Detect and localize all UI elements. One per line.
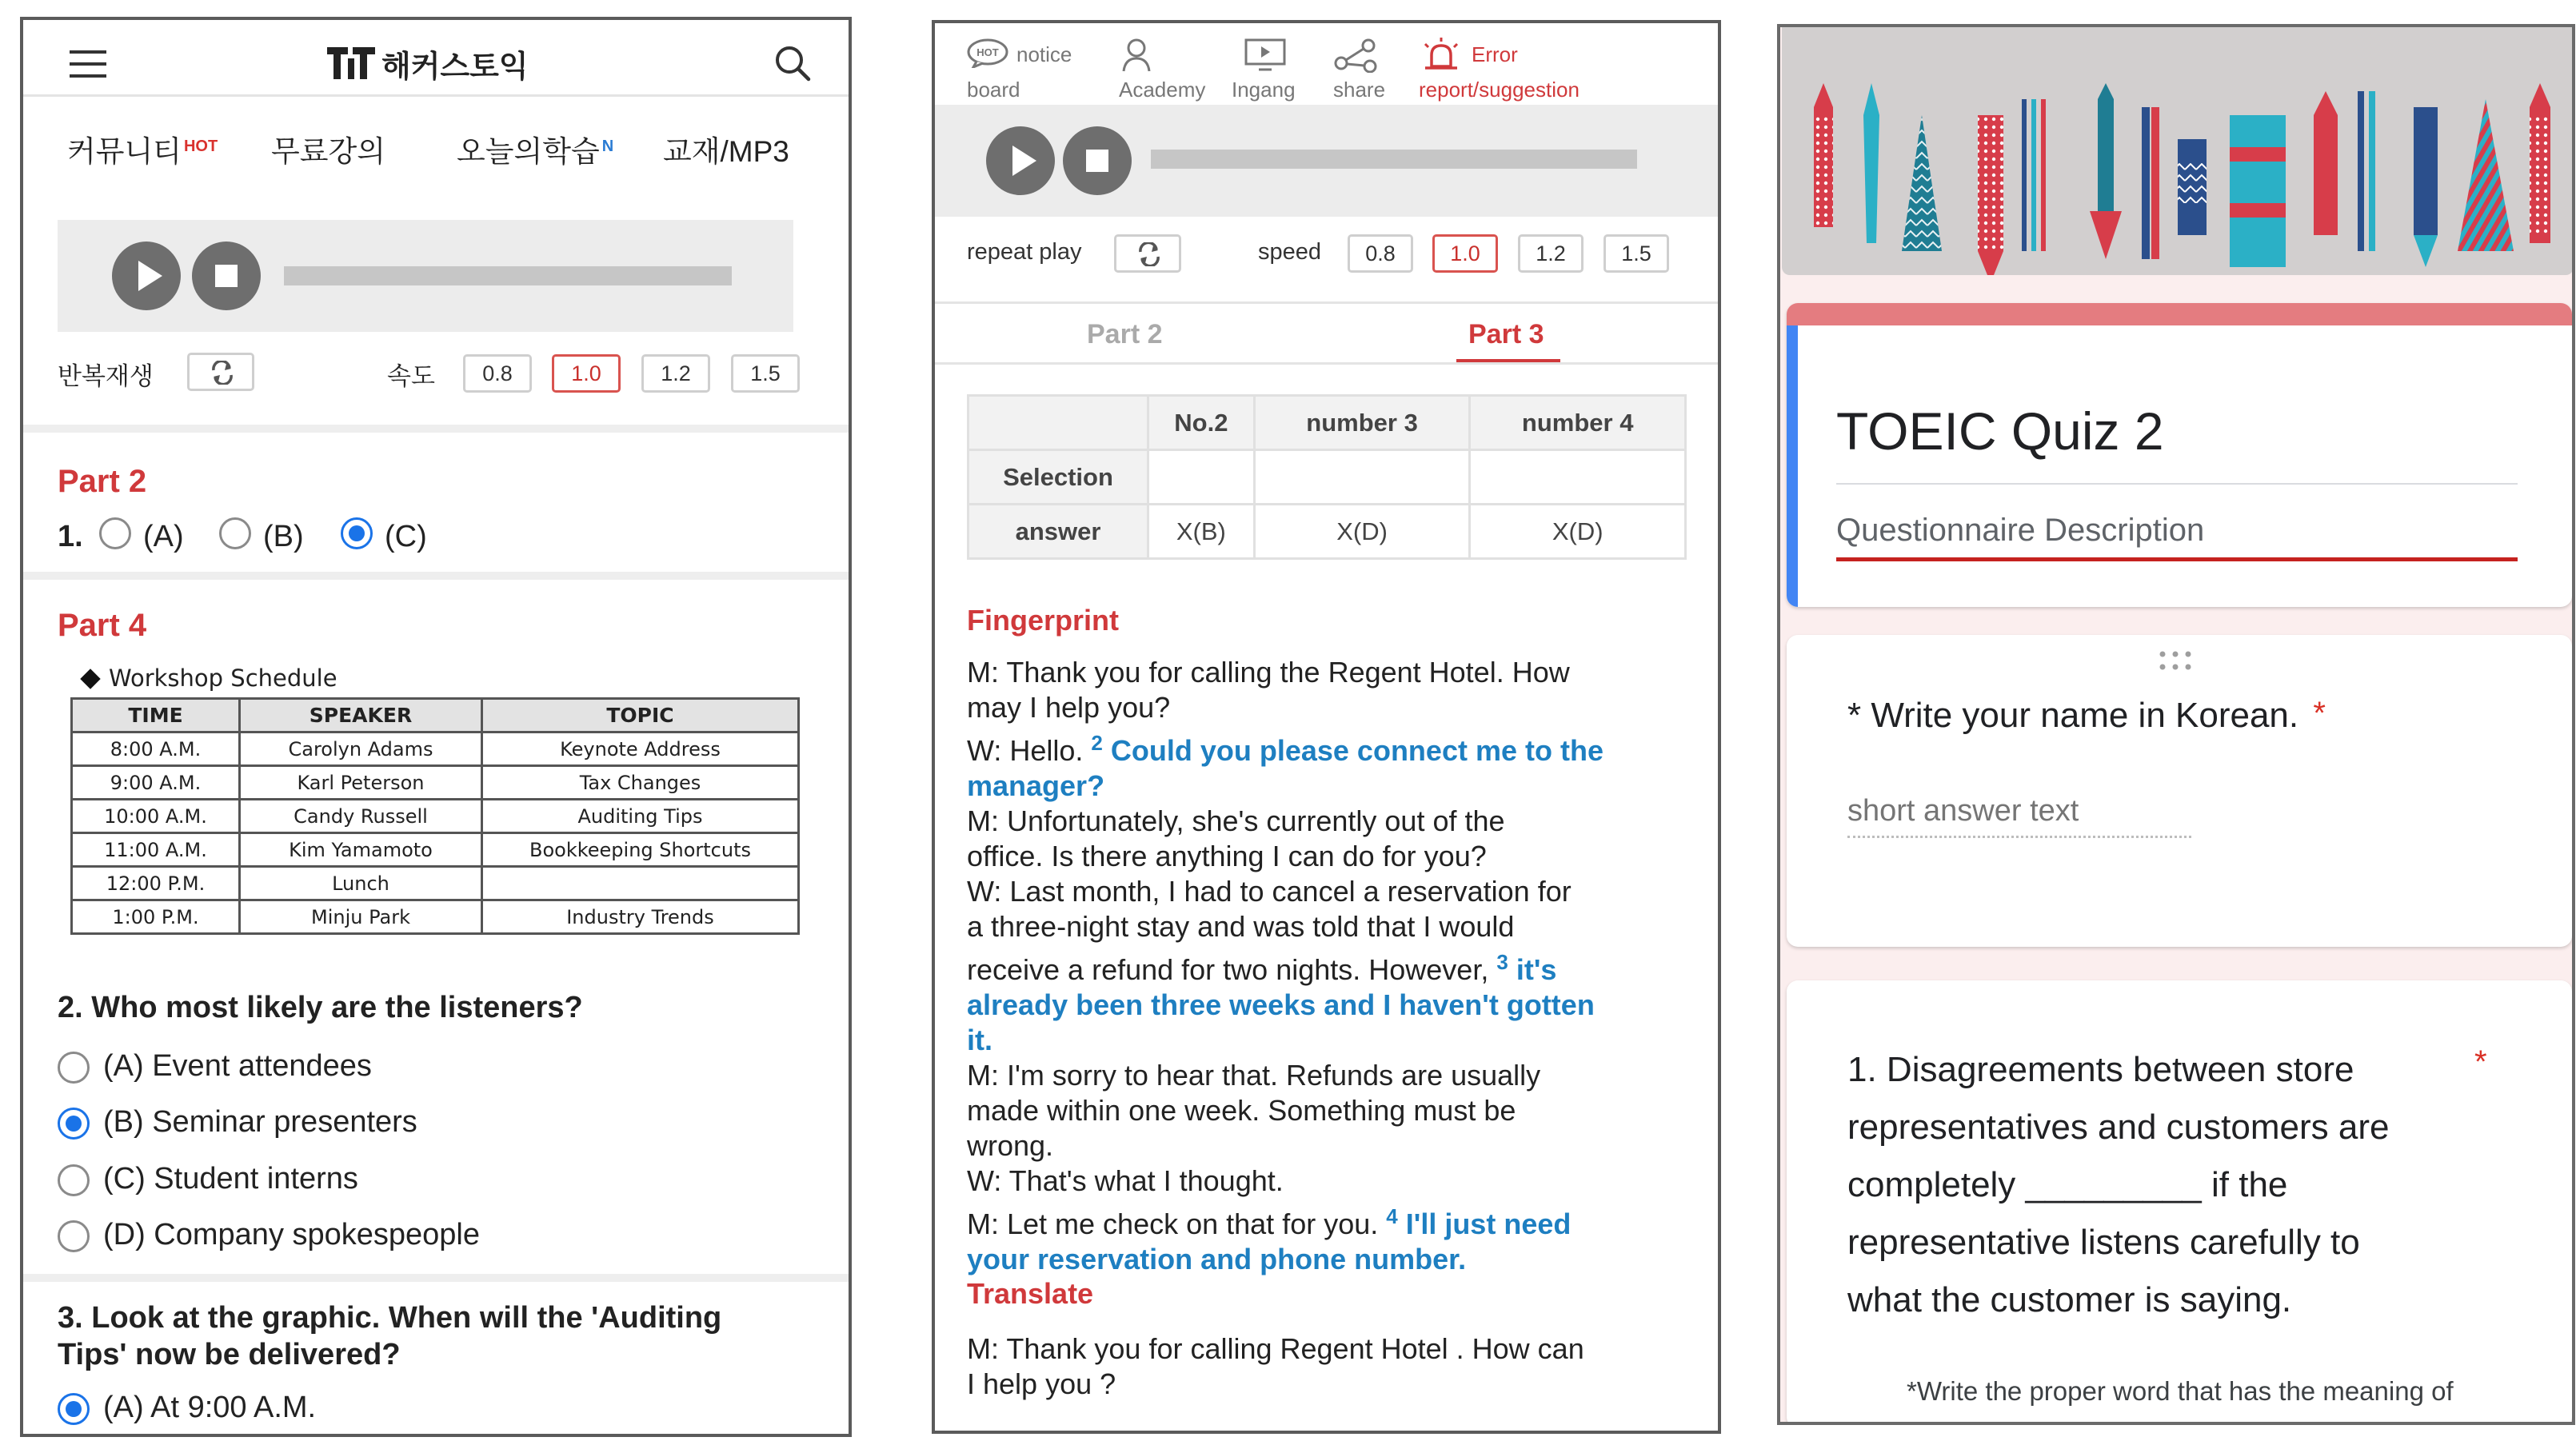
repeat-label: 반복재생 <box>58 362 154 390</box>
search-icon[interactable] <box>773 44 812 82</box>
dialog-line: M: Thank you for calling the Regent Hotel. How <box>967 656 1570 689</box>
nav-item-community[interactable] <box>67 127 218 170</box>
answer-highlight: already been three weeks and I haven't gotten <box>967 988 1595 1021</box>
q3-option-a-label: (A) At 9:00 A.M. <box>103 1391 317 1424</box>
table-cell: Karl Peterson <box>240 766 482 800</box>
table-header-row <box>968 396 1686 450</box>
speed-1-2-button[interactable]: 1.2 <box>641 354 710 393</box>
q3-option-a-radio[interactable] <box>58 1393 90 1425</box>
form-title-card <box>1787 303 2572 607</box>
table-header-row <box>72 699 799 732</box>
svg-text:HOT: HOT <box>976 46 999 58</box>
nav-label: 무료강의 <box>271 135 385 168</box>
table-cell: 8:00 A.M. <box>72 732 240 766</box>
q2-option-d-radio[interactable] <box>58 1220 90 1252</box>
fingerprint-title: Fingerprint <box>967 604 1119 637</box>
required-asterisk: * <box>2313 696 2326 731</box>
table-cell: Keynote Address <box>482 732 799 766</box>
speed-label: 속도 <box>387 362 435 390</box>
short-answer-input[interactable] <box>1847 787 2191 838</box>
speed-label: speed <box>1258 239 1322 265</box>
table-row <box>968 450 1686 505</box>
nav-item-today-study[interactable] <box>457 127 613 170</box>
dialog-line <box>967 725 1703 768</box>
table-header-cell: SPEAKER <box>240 699 482 732</box>
question-label <box>1847 696 2326 736</box>
form-title-underline <box>1836 483 2518 485</box>
form-header-banner <box>1782 27 2574 275</box>
monitor-icon <box>1244 38 1286 73</box>
stop-button[interactable] <box>1063 126 1132 195</box>
q2-option-b-radio[interactable] <box>58 1108 90 1140</box>
table-header-cell: TIME <box>72 699 240 732</box>
dialog-line <box>967 1199 1703 1242</box>
tab-part2[interactable]: Part 2 <box>1087 319 1163 349</box>
table-header-cell: number 3 <box>1254 396 1470 450</box>
dialog-line: W: That's what I thought. <box>967 1164 1284 1197</box>
dialog-line: wrong. <box>967 1129 1054 1162</box>
question-line: representative listens carefully to <box>1847 1223 2360 1262</box>
nav-label: 커뮤니티 <box>67 135 182 168</box>
dialog-line: may I help you? <box>967 691 1171 724</box>
dialog-line: made within one week. Something must be <box>967 1094 1516 1127</box>
table-cell: 11:00 A.M. <box>72 833 240 867</box>
toolbar-label: notice <box>1016 42 1072 66</box>
repeat-icon <box>1136 242 1163 266</box>
speed-0-8-button[interactable]: 0.8 <box>1348 234 1413 273</box>
table-cell: Lunch <box>240 867 482 900</box>
section-divider <box>23 572 849 580</box>
required-asterisk: * <box>2474 1044 2487 1080</box>
toolbar-label: report/suggestion <box>1419 78 1580 102</box>
dialog-line: a three-night stay and was told that I would <box>967 910 1515 943</box>
toolbar-ingang[interactable] <box>1232 38 1320 102</box>
form-header-accent <box>1787 303 2572 325</box>
part2-option-a-radio[interactable] <box>99 517 131 549</box>
progress-track[interactable] <box>1151 150 1637 169</box>
nav-label: 교재/MP3 <box>663 135 789 168</box>
listening-detail-panel <box>932 20 1721 1434</box>
play-icon <box>138 261 162 291</box>
toolbar-label: share <box>1333 78 1386 102</box>
q2-option-b-label: (B) Seminar presenters <box>103 1105 417 1139</box>
part2-option-c-label: (C) <box>385 520 427 553</box>
table-row-header: Selection <box>968 450 1148 505</box>
answer-cell: X(B) <box>1148 505 1255 559</box>
app-logo[interactable] <box>327 39 529 87</box>
table-cell: Bookkeeping Shortcuts <box>482 833 799 867</box>
answer-highlight: manager? <box>967 769 1105 802</box>
repeat-button[interactable] <box>187 353 254 391</box>
speaker-text: W: Hello. <box>967 734 1084 767</box>
speed-1-5-button[interactable]: 1.5 <box>1604 234 1669 273</box>
section-divider <box>935 301 1718 304</box>
form-description[interactable]: Questionnaire Description <box>1836 513 2205 548</box>
toolbar-label: Ingang <box>1232 78 1296 102</box>
translate-text <box>967 1331 1703 1402</box>
speed-1-0-button[interactable]: 1.0 <box>552 354 621 393</box>
translate-title: Translate <box>967 1277 1094 1310</box>
selection-cell[interactable] <box>1470 450 1686 505</box>
table-row <box>968 505 1686 559</box>
play-button[interactable] <box>112 242 181 310</box>
q2-option-a-label: (A) Event attendees <box>103 1049 372 1083</box>
table-cell: Kim Yamamoto <box>240 833 482 867</box>
table-row <box>72 900 799 934</box>
translate-line: I help you ? <box>967 1367 1116 1400</box>
answer-cell: X(D) <box>1254 505 1470 559</box>
stop-button[interactable] <box>192 242 261 310</box>
question-3-text-line2: Tips' now be delivered? <box>58 1338 401 1371</box>
table-cell: Auditing Tips <box>482 800 799 833</box>
q2-option-c-label: (C) Student interns <box>103 1162 358 1196</box>
question-label-text: * Write your name in Korean. <box>1847 696 2299 735</box>
hamburger-menu-icon[interactable] <box>70 49 108 81</box>
part2-option-c-radio[interactable] <box>341 517 373 549</box>
question-number-marker: 4 <box>1386 1204 1398 1228</box>
hot-badge: HOT <box>183 137 218 155</box>
form-title[interactable]: TOEIC Quiz 2 <box>1836 401 2164 461</box>
part4-title: Part 4 <box>58 608 147 643</box>
question-number-marker: 2 <box>1091 731 1103 755</box>
answer-highlight: it. <box>967 1024 992 1056</box>
hackers-toeic-app-panel <box>20 17 852 1437</box>
q2-option-a-radio[interactable] <box>58 1052 90 1084</box>
nav-label: 오늘의학습 <box>457 135 600 168</box>
toolbar-notice-board[interactable] <box>967 38 1095 102</box>
play-button[interactable] <box>986 126 1055 195</box>
speed-0-8-button[interactable]: 0.8 <box>463 354 532 393</box>
question-card-fill-in <box>1787 980 2572 1425</box>
q2-option-c-radio[interactable] <box>58 1164 90 1196</box>
speed-1-5-button[interactable]: 1.5 <box>731 354 800 393</box>
table-cell: 10:00 A.M. <box>72 800 240 833</box>
q2-option-d-label: (D) Company spokespeople <box>103 1218 481 1251</box>
answer-highlight: your reservation and phone number. <box>967 1243 1467 1275</box>
dialog-line <box>967 944 1703 988</box>
answer-cell: X(D) <box>1470 505 1686 559</box>
toolbar-error-report[interactable] <box>1419 38 1659 102</box>
repeat-icon <box>209 361 236 385</box>
dialog-line: W: Last month, I had to cancel a reservation for <box>967 875 1572 908</box>
answer-highlight: it's <box>1516 953 1557 986</box>
app-logo-text: 해커스토익 <box>381 50 529 84</box>
table-cell <box>482 867 799 900</box>
table-row <box>72 732 799 766</box>
table-cell: Carolyn Adams <box>240 732 482 766</box>
toolbar-label: Error <box>1472 42 1518 66</box>
new-badge: N <box>601 137 614 155</box>
table-header-cell: No.2 <box>1148 396 1255 450</box>
progress-track[interactable] <box>284 266 732 285</box>
toolbar-label: board <box>967 78 1020 102</box>
question-number-marker: 3 <box>1496 950 1508 974</box>
table-row <box>72 766 799 800</box>
table-cell: 12:00 P.M. <box>72 867 240 900</box>
share-icon <box>1333 38 1378 73</box>
workshop-schedule-table <box>70 697 800 935</box>
audio-player <box>935 105 1718 217</box>
diamond-bullet-icon <box>80 669 100 689</box>
table-caption-text: Workshop Schedule <box>109 665 337 692</box>
table-row <box>72 867 799 900</box>
speaker-text: M: Let me check on that for you. <box>967 1208 1379 1240</box>
dialog-line: office. Is there anything I can do for you? <box>967 840 1487 872</box>
table-row <box>72 800 799 833</box>
answer-table <box>967 394 1687 560</box>
translate-line: M: Thank you for calling Regent Hotel . How can <box>967 1332 1584 1365</box>
form-left-accent <box>1787 325 1798 607</box>
stop-icon <box>1086 150 1108 172</box>
toolbar-share[interactable] <box>1333 38 1413 102</box>
google-form-panel <box>1777 24 2575 1425</box>
part2-option-a-label: (A) <box>143 520 184 553</box>
table-cell: Candy Russell <box>240 800 482 833</box>
question-line: representatives and customers are <box>1847 1108 2390 1147</box>
question-line: completely _________ if the <box>1847 1165 2288 1204</box>
audio-player <box>58 220 793 332</box>
selection-cell[interactable] <box>1148 450 1255 505</box>
hot-notice-icon <box>967 38 1012 68</box>
stop-icon <box>215 265 238 287</box>
dialog-line: M: I'm sorry to hear that. Refunds are usually <box>967 1059 1541 1092</box>
selection-cell[interactable] <box>1254 450 1470 505</box>
question-hint: *Write the proper word that has the meaning of <box>1907 1376 2454 1406</box>
dialog-line: M: Unfortunately, she's currently out of the <box>967 804 1505 837</box>
section-divider <box>23 1274 849 1282</box>
nav-item-books-mp3[interactable] <box>663 127 789 170</box>
table-cell: 1:00 P.M. <box>72 900 240 934</box>
table-header-cell: number 4 <box>1470 396 1686 450</box>
table-cell: Tax Changes <box>482 766 799 800</box>
toolbar-academy[interactable] <box>1119 38 1223 102</box>
answer-highlight: Could you please connect me to the <box>1110 734 1604 767</box>
logo-mark-icon <box>327 46 377 81</box>
alarm-icon <box>1419 38 1467 73</box>
part2-option-b-label: (B) <box>263 520 304 553</box>
table-cell: Industry Trends <box>482 900 799 934</box>
table-caption <box>83 665 337 692</box>
table-row <box>72 833 799 867</box>
speaker-text: receive a refund for two nights. However, <box>967 953 1489 986</box>
question-2-text: 2. Who most likely are the listeners? <box>58 991 583 1024</box>
speed-1-0-button[interactable]: 1.0 <box>1432 234 1498 273</box>
question-line: 1. Disagreements between store <box>1847 1050 2354 1089</box>
toolbar-label: Academy <box>1119 78 1206 102</box>
table-cell: 9:00 A.M. <box>72 766 240 800</box>
form-description-underline <box>1836 557 2518 561</box>
answer-highlight: I'll just need <box>1405 1208 1572 1240</box>
drag-handle-icon[interactable] <box>2158 649 2195 672</box>
part2-question-number: 1. <box>58 520 83 553</box>
part2-title: Part 2 <box>58 464 147 499</box>
nav-item-free-lectures[interactable] <box>271 127 385 170</box>
tab-part3[interactable]: Part 3 <box>1468 319 1544 349</box>
question-text <box>1847 1041 2389 1329</box>
table-header-cell <box>968 396 1148 450</box>
repeat-label: repeat play <box>967 239 1082 265</box>
pencils-illustration-icon <box>1782 27 2574 275</box>
question-card-name <box>1787 635 2572 947</box>
person-icon <box>1119 38 1154 73</box>
table-cell: Minju Park <box>240 900 482 934</box>
script-dialog <box>967 655 1703 1277</box>
header-divider <box>23 94 849 97</box>
tab-divider <box>935 362 1718 365</box>
repeat-button[interactable] <box>1114 234 1181 273</box>
play-icon <box>1012 146 1036 176</box>
part2-option-b-radio[interactable] <box>219 517 251 549</box>
question-line: what the customer is saying. <box>1847 1280 2292 1319</box>
table-row-header: answer <box>968 505 1148 559</box>
speed-1-2-button[interactable]: 1.2 <box>1518 234 1584 273</box>
question-3-text-line1: 3. Look at the graphic. When will the 'Auditing <box>58 1301 722 1335</box>
table-header-cell: TOPIC <box>482 699 799 732</box>
section-divider <box>23 425 849 433</box>
